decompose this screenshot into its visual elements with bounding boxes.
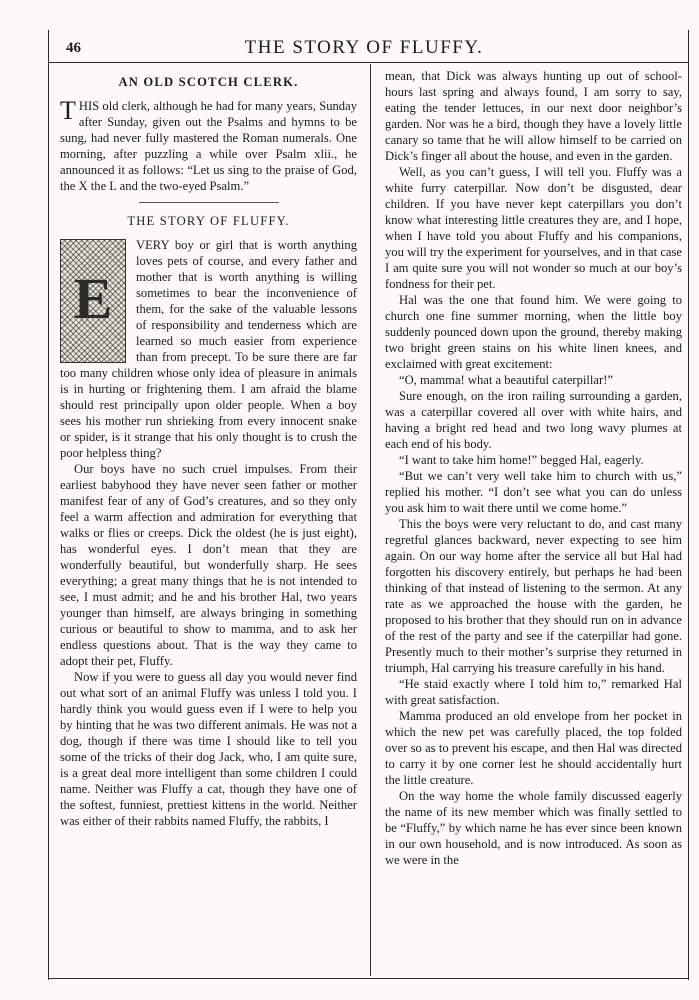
right-column <box>385 68 682 868</box>
right-paragraph-9: “He staid exactly where I told him to,” remarked Hal with great satisfaction. <box>385 677 682 707</box>
page-number: 46 <box>66 40 81 56</box>
section-divider <box>139 202 279 203</box>
story-paragraph-1 <box>60 237 357 461</box>
drop-cap-letter: E <box>73 266 113 331</box>
bottom-border-line <box>48 978 689 979</box>
story-paragraph-2: Our boys have no such cruel impulses. From their earliest babyhood they have never seen father or mother manifest fear of any of God’s creatures, and so they only feel a warm affection and admiration for everything that walks or flies or creeps. Dick the oldest (he is just eight), has wonderful eyes. I don’t mean that they are wonderfully beautiful, but wonderfully sharp. He sees everything; a great many things that he is not intended to see, I must admit; and he and his brother Hal, two years younger than himself, are always bringing in something curious or beautiful to show to mamma, and to ask her endless questions about. That is the way they came to adopt their pet, Fluffy. <box>60 462 357 668</box>
story-section-title: THE STORY OF FLUFFY. <box>127 214 290 228</box>
clerk-paragraph <box>60 98 357 194</box>
right-paragraph-4: “O, mamma! what a beautiful caterpillar!” <box>399 373 613 387</box>
column-divider <box>370 64 371 976</box>
page-header <box>48 34 680 64</box>
right-paragraph-1: mean, that Dick was always hunting up out of school-hours last spring and always found, I am sorry to say, eating the tender lettuces, in our next door neighbor’s garden. Nor was he a bird, though they have a lovely little canary so tame that he will allow himself to be carried on Dick’s finger all about the house, and even in the garden. <box>385 69 682 163</box>
running-title: THE STORY OF FLUFFY. <box>244 37 484 58</box>
right-paragraph-3: Hal was the one that found him. We were going to church one fine summer morning, when the little boy suddenly pounced down upon the ground, thereby making two bright green stains on his white linen knees, and exclaimed with great excitement: <box>385 293 682 371</box>
right-paragraph-5: Sure enough, on the iron railing surrounding a garden, was a caterpillar covered all over with white hairs, and having a bright red head and two long wavy plumes at each end of his body. <box>385 389 682 451</box>
clerk-section-title: AN OLD SCOTCH CLERK. <box>118 75 299 89</box>
right-paragraph-6: “I want to take him home!” begged Hal, eagerly. <box>399 453 644 467</box>
right-paragraph-8: This the boys were very reluctant to do, and cast many regretful glances backward, never expecting to see him again. On our way home after the service all but Hal had forgotten his discovery entirely, but perhaps he had been thinking of that instead of listening to the sermon. At any rate as we approached the house with the garden, he proposed to his brother that they should run on in advance of the rest of the party and see if the caterpillar had gone. Presently much to their mother’s surprise they returned in triumph, Hal carrying his treasure carefully in his hand. <box>385 517 682 675</box>
header-rule <box>48 62 689 63</box>
ornamental-drop-cap <box>60 239 126 363</box>
clerk-drop-cap: T <box>60 96 76 125</box>
story-paragraph-3: Now if you were to guess all day you would never find out what sort of an animal Fluffy was unless I told you. I hardly think you would guess even if I were to help you by hinting that he was two different animals. He was not a dog, though if there was time I should like to tell you some of the tricks of their dog Jack, who, I am quite sure, is a great deal more intelligent than some children I could name. Neither was Fluffy a cat, though they have one of the softest, funniest, prettiest kittens in the world. Neither was either of their rabbits named Fluffy, the rabbits, I <box>60 670 357 828</box>
right-paragraph-11: On the way home the whole family discussed eagerly the name of its new member which was finally settled to be “Fluffy,” by which name he has ever since been known in our own household, and is now introduced. As soon as we were in the <box>385 789 682 867</box>
right-paragraph-7: “But we can’t very well take him to church with us,” replied his mother. “I don’t see what you can do unless you ask him to wait there until we come home.” <box>385 469 682 515</box>
right-paragraph-10: Mamma produced an old envelope from her pocket in which the new pet was carefully placed, the top folded over so as to prevent his escape, and then Hal was directed to carry it by one corner lest he should accidentally hurt the little creature. <box>385 709 682 787</box>
left-column <box>60 68 357 829</box>
right-border-line <box>688 30 689 980</box>
left-border-line <box>48 30 49 980</box>
clerk-paragraph-text: HIS old clerk, although he had for many years, Sunday after Sunday, given out the Psalms and hymns to be sung, had never fully mastered the Roman numerals. One morning, after puzzling a while over Psalm xlii., he announced it as follows: “Let us sing to the praise of God, the X the L and the two-eyed Psalm.” <box>60 99 357 193</box>
story-paragraph-1-text: VERY boy or girl that is worth anything loves pets of course, and every father and mother that is worth anything is willing sometimes to bear the inconvenience of them, for the sake of the valuable lessons of responsibility and tenderness which are learned so much easier from experience than from precept. To be sure there are far too many children whose only idea of pleasure in animals is in hurting or frightening them. I am afraid the blame should rest principally upon older people. When a boy sees his mother run shrieking from every innocent snake or spider, is it strange that his only thought is to crush the poor helpless thing? <box>60 238 357 460</box>
right-paragraph-2: Well, as you can’t guess, I will tell you. Fluffy was a white furry caterpillar. Now don’t be disgusted, dear children. If you have never kept caterpillars you don’t know what interesting little creatures they are, and I hope, when I have told you about Fluffy and his companions, you will try the experiment for yourselves, and in that case I am quite sure you will not wonder so much at our boy’s fondness for their pet. <box>385 165 682 291</box>
